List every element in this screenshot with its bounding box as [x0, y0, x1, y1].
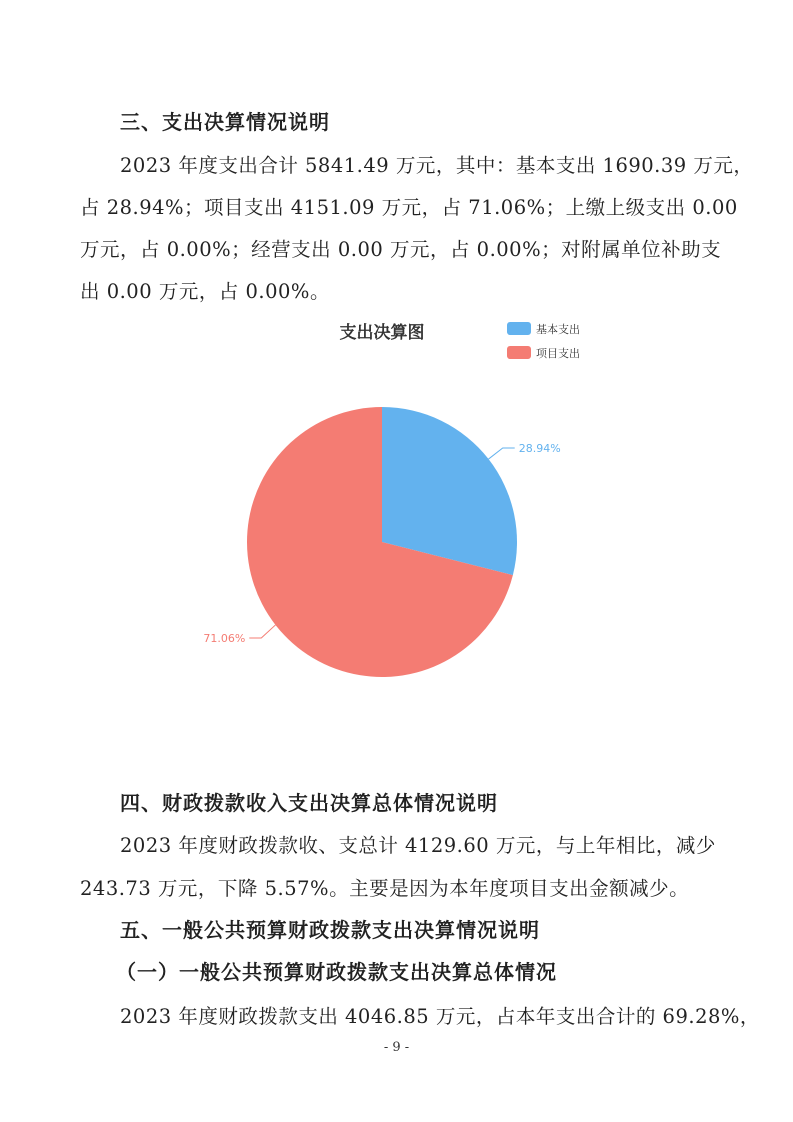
legend-label-basic: 基本支出 — [536, 323, 580, 336]
section3-line-1: 2023 年度支出合计 5841.49 万元，其中：基本支出 1690.39 万元， — [120, 154, 754, 177]
section4-line-2: 243.73 万元，下降 5.57%。主要是因为本年度项目支出金额减少。 — [80, 877, 690, 900]
section5-heading: 五、一般公共预算财政拨款支出决算情况说明 — [120, 918, 540, 942]
legend-label-project: 项目支出 — [536, 347, 580, 360]
section5-line-1: 2023 年度财政拨款支出 4046.85 万元，占本年支出合计的 69.28%， — [120, 1005, 760, 1028]
section3-heading: 三、支出决算情况说明 — [120, 110, 330, 134]
pie-label-project-leader — [249, 625, 275, 638]
chart-legend — [507, 322, 580, 360]
pie-label-project: 71.06% — [203, 632, 246, 646]
section4-line-1: 2023 年度财政拨款收、支总计 4129.60 万元，与上年相比，减少 — [120, 834, 716, 857]
pie-label-basic: 28.94% — [518, 441, 561, 455]
legend-swatch-project — [507, 346, 531, 359]
section3-line-3: 万元，占 0.00%；经营支出 0.00 万元，占 0.00%；对附属单位补助支 — [80, 238, 722, 261]
section4-heading: 四、财政拨款收入支出决算总体情况说明 — [120, 791, 498, 815]
pie-label-basic-leader — [489, 448, 515, 459]
page-number: - 9 - — [383, 1040, 410, 1055]
pie-slices — [247, 407, 517, 677]
legend-swatch-basic — [507, 322, 531, 335]
section3-line-2: 占 28.94%；项目支出 4151.09 万元，占 71.06%；上缴上级支出 0.00 — [80, 196, 738, 219]
section3-line-4: 出 0.00 万元，占 0.00%。 — [80, 280, 330, 303]
section5-subheading: （一）一般公共预算财政拨款支出决算总体情况 — [116, 960, 557, 984]
chart-title: 支出决算图 — [339, 323, 425, 343]
expenditure-pie-chart — [0, 300, 793, 700]
